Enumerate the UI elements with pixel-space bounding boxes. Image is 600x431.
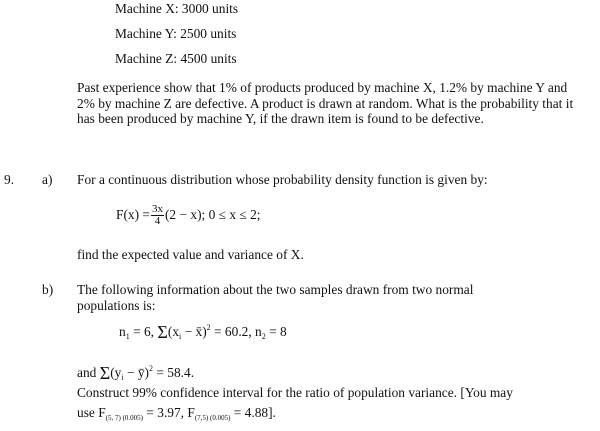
sum2-expression: (y: [110, 365, 122, 380]
sigma-symbol-2: Σ: [99, 363, 111, 383]
part-a-ask: find the expected value and variance of X.: [77, 247, 304, 262]
f-values-line: [77, 405, 276, 426]
f1-subscript: (5, 7) (0.005): [105, 414, 143, 422]
machine-y-line: Machine Y: 2500 units: [115, 26, 237, 41]
part-b-label: b): [42, 282, 54, 297]
part-a-label: a): [42, 172, 53, 187]
sigma-symbol: Σ: [157, 322, 168, 342]
sum2-subscript: i: [121, 373, 124, 382]
sum2-value: = 58.4.: [156, 365, 195, 380]
machine-x-line: Machine X: 3000 units: [115, 1, 239, 16]
use-f-word: use F: [77, 405, 106, 420]
f1-value: = 3.97, F: [146, 405, 195, 420]
sum1-value: = 60.2, n: [214, 324, 262, 339]
sum1-expression: (x: [167, 324, 180, 339]
machine-z-line: Machine Z: 4500 units: [115, 51, 237, 66]
question-number: 9.: [4, 172, 15, 187]
formula-fraction: [151, 204, 164, 227]
and-word: and: [77, 365, 97, 380]
formula-rhs: (2 − x); 0 ≤ x ≤ 2;: [164, 207, 261, 222]
part-b-stem: The following information about the two samples drawn from two normal populations is:: [77, 282, 474, 313]
sum1-rest: − x̄): [184, 324, 207, 339]
sample-stats-line: [119, 320, 287, 345]
fraction-numerator: 3x: [151, 202, 163, 215]
intro-paragraph: Past experience show that 1% of products produced by machine X, 1.2% by machine Y and 2% by machine Z are defective. A product is drawn at random. What is the probability that it has been produced by machine Y, if the drawn item is found to be defective.: [77, 80, 574, 126]
fraction-denominator: 4: [154, 214, 161, 227]
n1-value: = 6,: [133, 324, 155, 339]
sum2-rest: − ȳ): [126, 365, 149, 380]
n1-symbol: n: [119, 324, 126, 339]
f2-value: = 4.88].: [233, 405, 276, 420]
pdf-formula: [116, 200, 261, 230]
sum1-superscript: 2: [206, 323, 211, 332]
formula-lhs: F(x) =: [116, 207, 150, 222]
n2-subscript: 2: [261, 332, 266, 341]
sum1-subscript: i: [179, 332, 182, 341]
n1-subscript: 1: [125, 332, 130, 341]
part-a-stem: For a continuous distribution whose probability density function is given by:: [77, 172, 488, 187]
n2-value: = 8: [269, 324, 287, 339]
sum2-line: [77, 361, 194, 386]
f2-subscript: (7,5) (0.005): [194, 414, 231, 422]
construct-line: Construct 99% confidence interval for the ratio of population variance. [You may: [77, 385, 513, 400]
sum2-superscript: 2: [149, 364, 153, 373]
